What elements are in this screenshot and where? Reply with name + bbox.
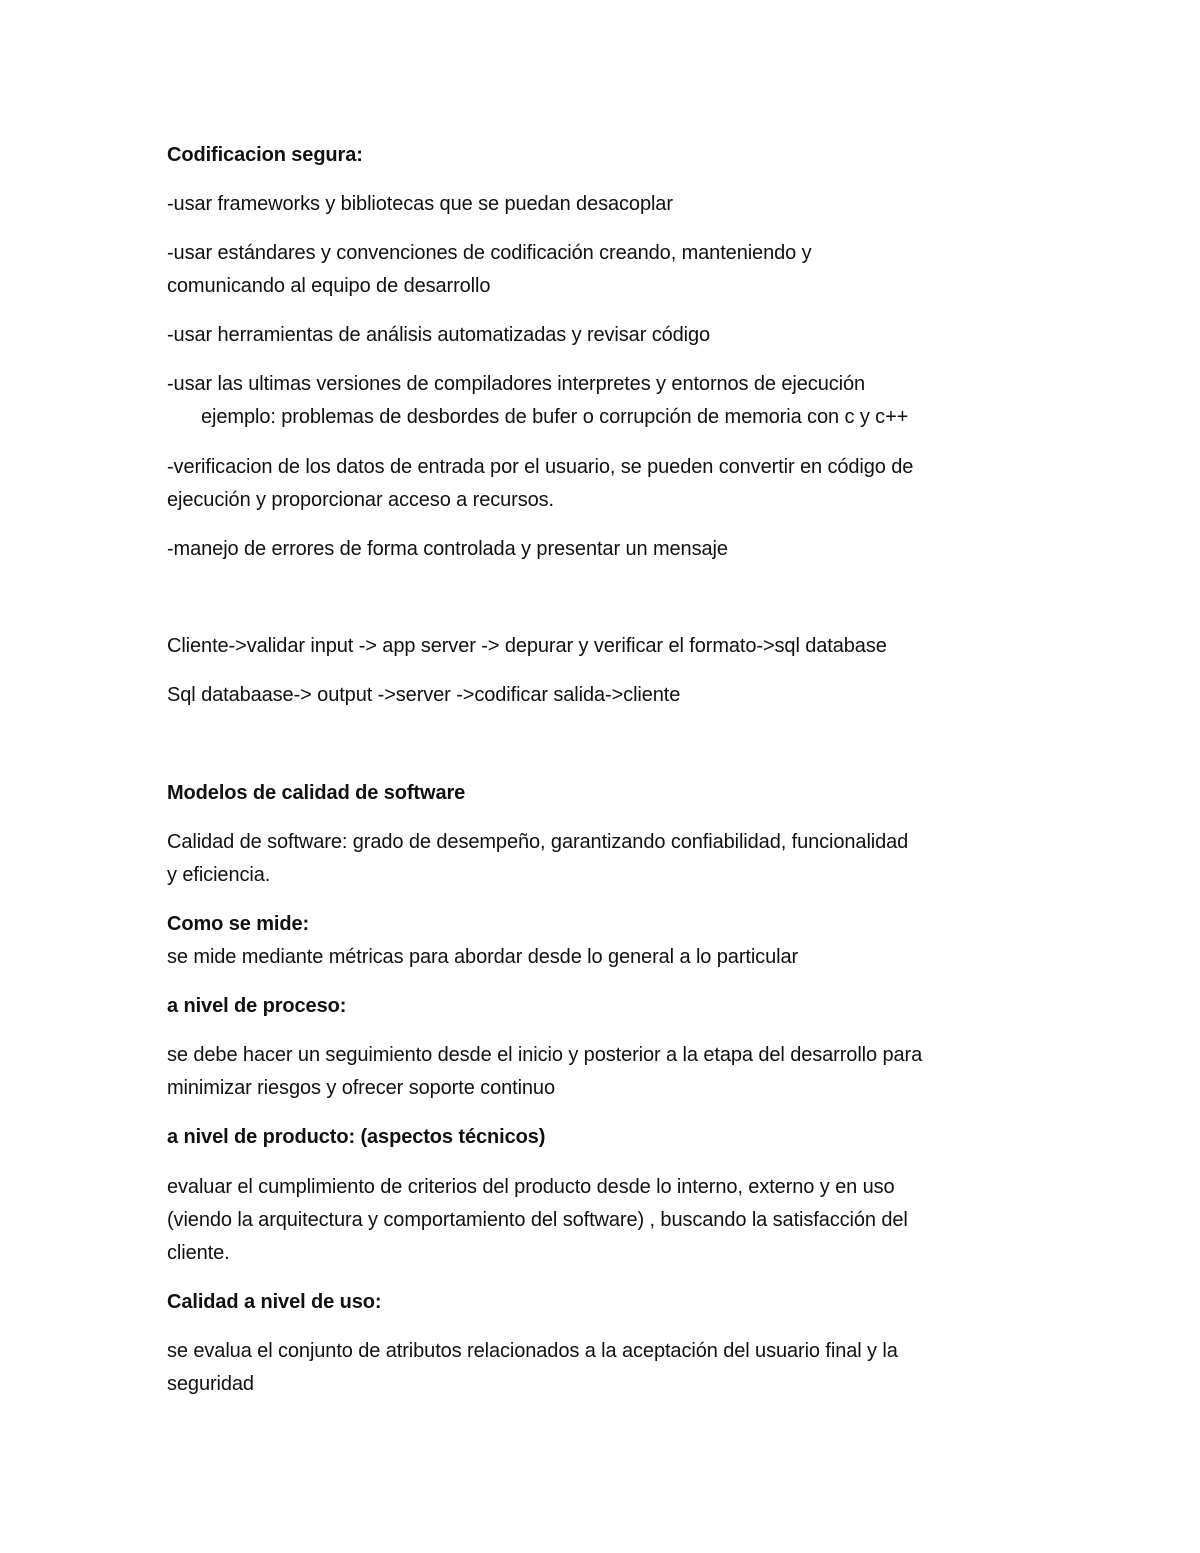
list-item: -manejo de errores de forma controlada y presentar un mensaje	[167, 538, 728, 560]
list-item: -verificacion de los datos de entrada por el usuario, se pueden convertir en código de	[167, 456, 914, 478]
use-text: se evalua el conjunto de atributos relacionados a la aceptación del usuario final y la	[167, 1340, 898, 1362]
definition-text: Calidad de software: grado de desempeño, garantizando confiabilidad, funcionalidad	[167, 831, 909, 853]
subheading-nivel-proceso: a nivel de proceso:	[167, 995, 347, 1017]
product-text-continuation: cliente.	[167, 1242, 230, 1264]
subheading-nivel-producto: a nivel de producto: (aspectos técnicos)	[167, 1126, 546, 1148]
list-item-continuation: comunicando al equipo de desarrollo	[167, 275, 491, 297]
list-item: -usar frameworks y bibliotecas que se puedan desacoplar	[167, 193, 673, 215]
definition-text-continuation: y eficiencia.	[167, 864, 271, 886]
product-text: evaluar el cumplimiento de criterios del producto desde lo interno, externo y en uso	[167, 1176, 895, 1198]
list-item: -usar las ultimas versiones de compiladores interpretes y entornos de ejecución	[167, 373, 866, 395]
subheading-calidad-uso: Calidad a nivel de uso:	[167, 1291, 382, 1313]
list-item: -usar herramientas de análisis automatizadas y revisar código	[167, 324, 711, 346]
flow-line-request: Cliente->validar input -> app server -> depurar y verificar el formato->sql database	[167, 635, 887, 657]
section-heading-modelos: Modelos de calidad de software	[167, 782, 466, 804]
section-heading-codificacion: Codificacion segura:	[167, 144, 363, 166]
list-item-continuation: ejecución y proporcionar acceso a recursos.	[167, 489, 555, 511]
subheading-como-se-mide: Como se mide:	[167, 913, 310, 935]
use-text-continuation: seguridad	[167, 1373, 254, 1395]
process-text-continuation: minimizar riesgos y ofrecer soporte continuo	[167, 1077, 555, 1099]
measure-text: se mide mediante métricas para abordar desde lo general a lo particular	[167, 946, 799, 968]
flow-line-response: Sql databaase-> output ->server ->codificar salida->cliente	[167, 684, 681, 706]
process-text: se debe hacer un seguimiento desde el inicio y posterior a la etapa del desarrollo para	[167, 1044, 923, 1066]
list-item: -usar estándares y convenciones de codificación creando, manteniendo y	[167, 242, 812, 264]
list-item-example: ejemplo: problemas de desbordes de bufer o corrupción de memoria con c y c++	[201, 406, 909, 428]
product-text-continuation: (viendo la arquitectura y comportamiento del software) , buscando la satisfacción del	[167, 1209, 908, 1231]
